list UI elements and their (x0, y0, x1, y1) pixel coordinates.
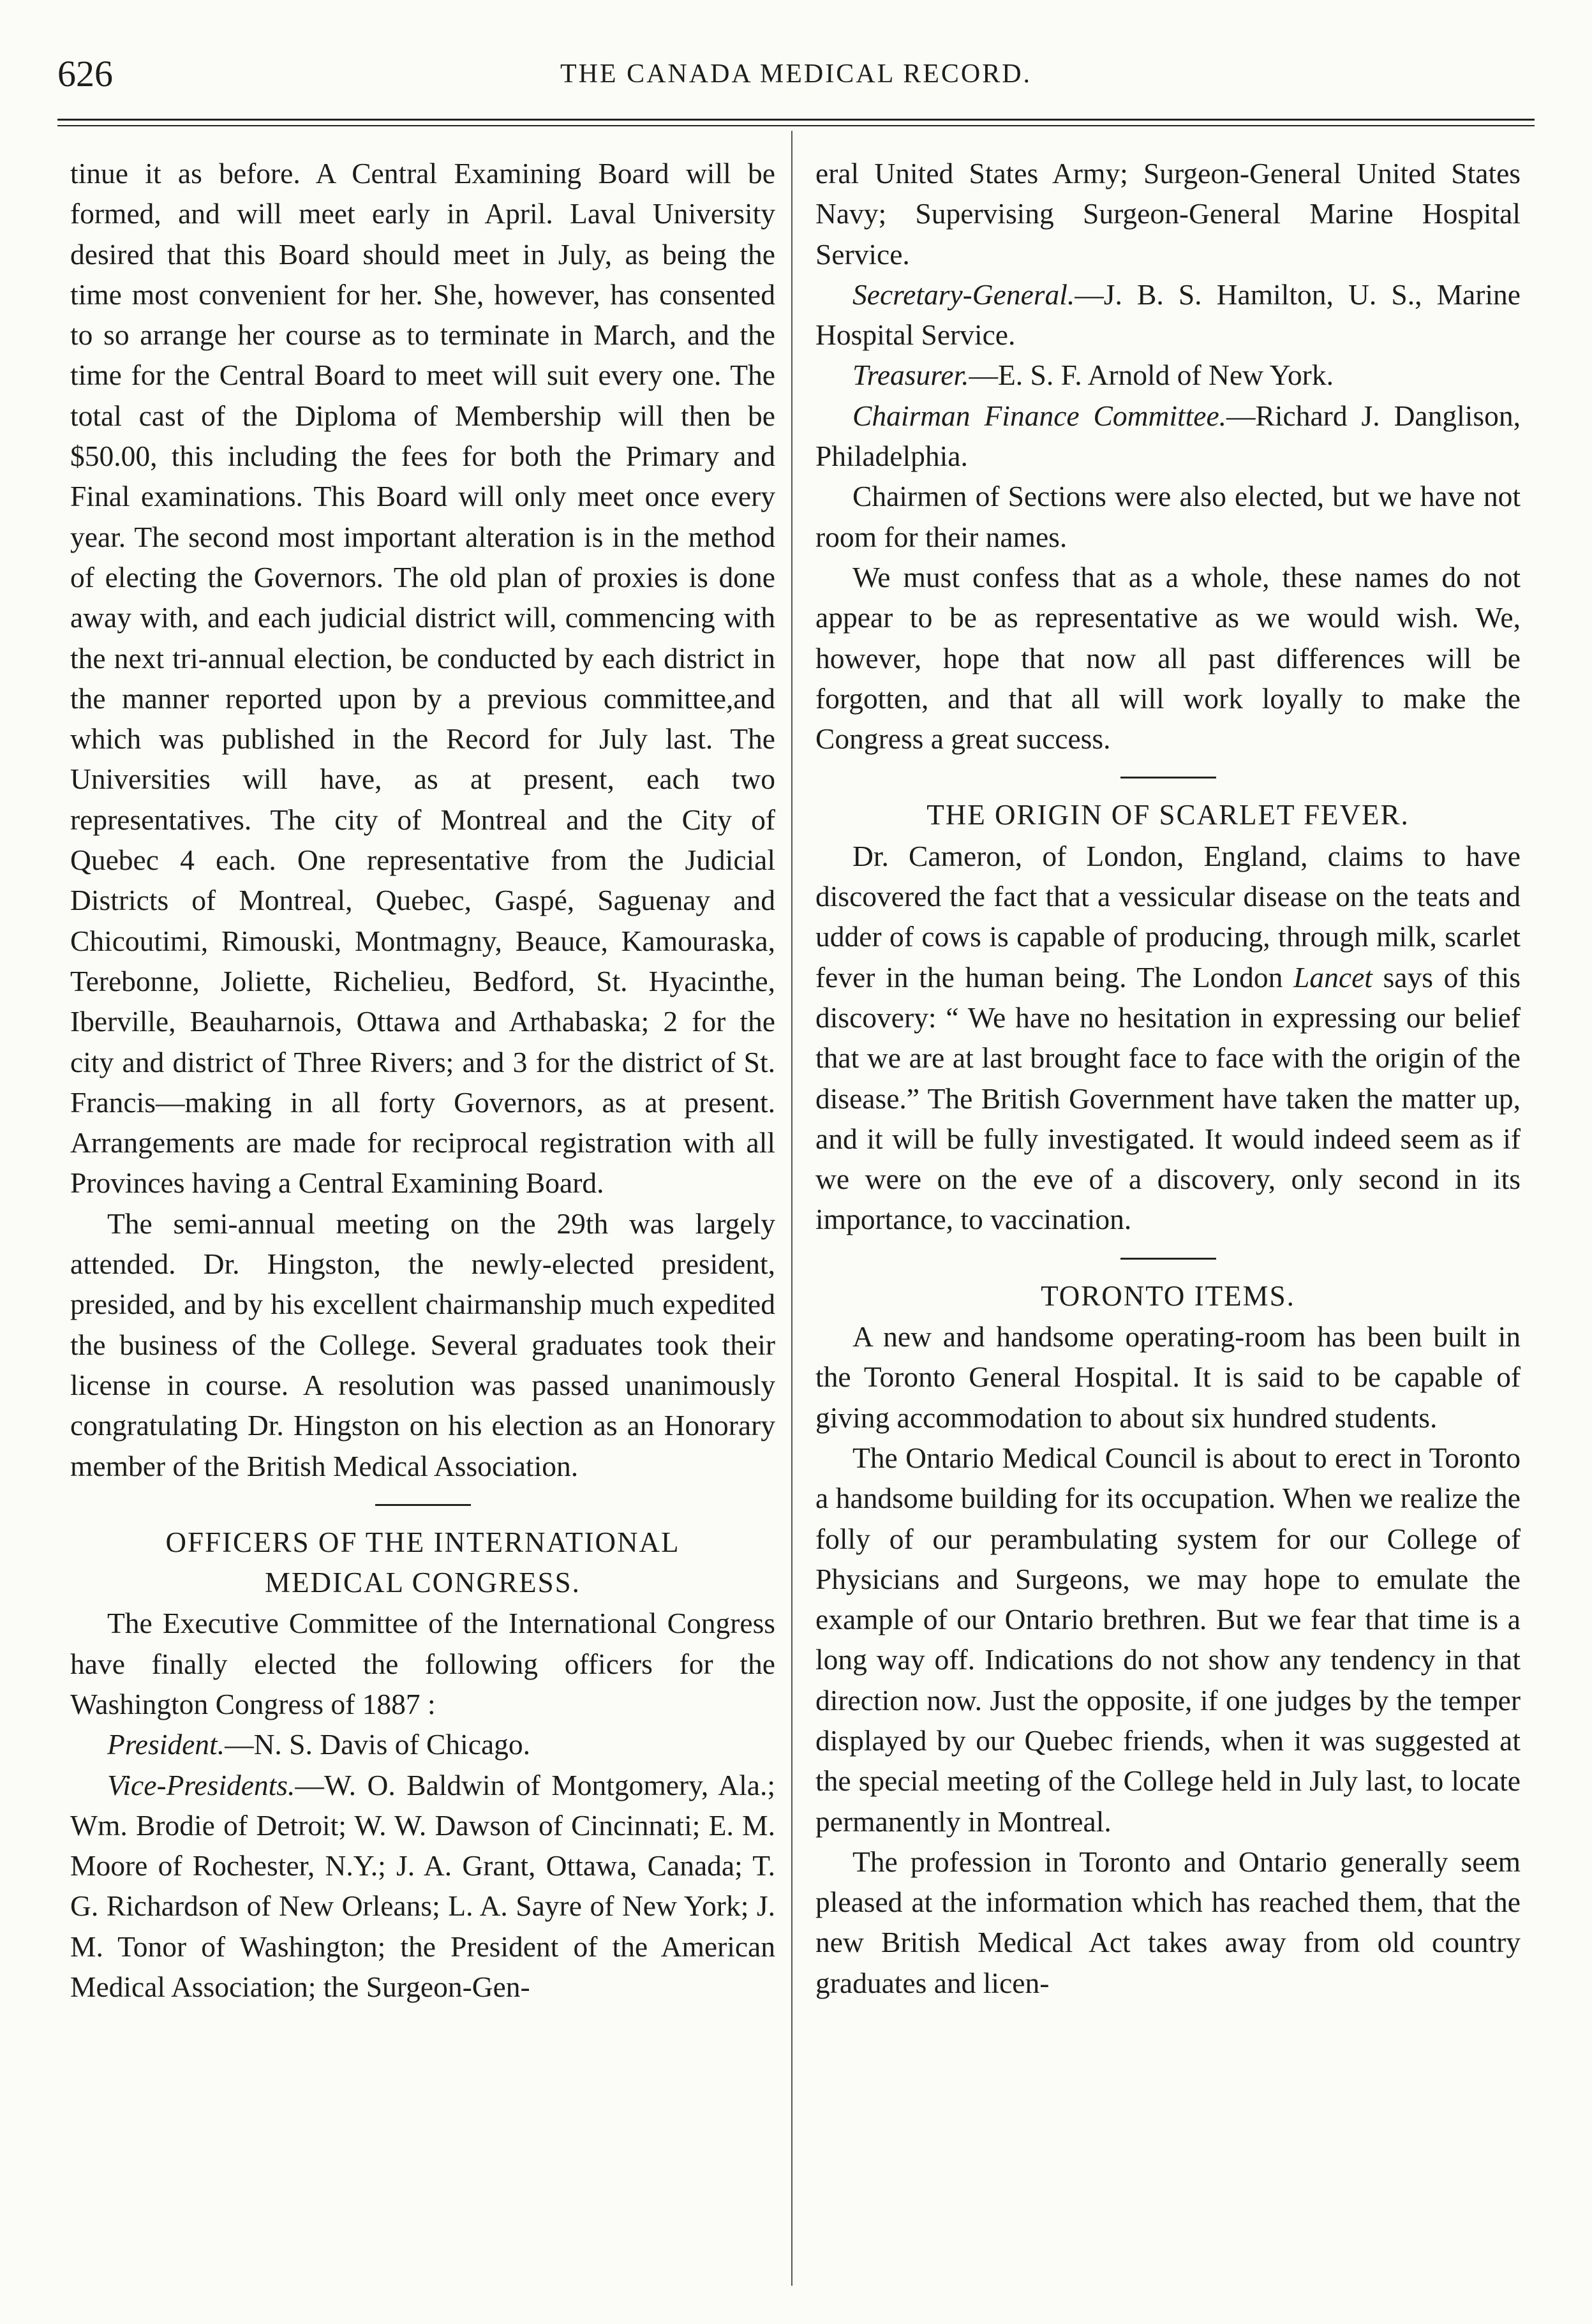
officer-treasurer (815, 355, 1521, 395)
heading-officers-line2: MEDICAL CONGRESS. (265, 1567, 581, 1599)
heading-toronto-items: TORONTO ITEMS. (1041, 1279, 1295, 1312)
chairman-text: —Richard J. Danglison, Philadelphia. (815, 399, 1521, 473)
officer-chairman (815, 396, 1521, 477)
column-divider (791, 131, 792, 2286)
treasurer-text: —E. S. F. Arnold of New York. (969, 359, 1334, 392)
section-separator (1120, 777, 1216, 778)
president-text: —N. S. Davis of Chicago. (225, 1728, 531, 1761)
vice-presidents-continued: eral United States Army; Surgeon-General United States Navy; Supervising Surgeon-General Marine Hospital Service. (815, 157, 1521, 271)
heading-officers (70, 1523, 775, 1604)
paragraph-executive-committee: The Executive Committee of the International Congress have finally elected the following officers for the Washington Congress of 1887 : (70, 1607, 775, 1720)
heading-scarlet-fever: THE ORIGIN OF SCARLET FEVER. (926, 799, 1410, 831)
treasurer-label: Treasurer. (852, 359, 969, 392)
right-column (815, 153, 1521, 2003)
paragraph-semi-annual-meeting: The semi-annual meeting on the 29th was largely attended. Dr. Hingston, the newly-elected president, presided, and by his excellent chairmanship much expedited the business of the College. Several graduates took their license in course. A resolution was passed unanimously congratulating Dr. Hingston on his election as an Honorary member of the British Medical Association. (70, 1207, 775, 1482)
paragraph-ontario-council: The Ontario Medical Council is about to erect in Toronto a handsome building for its occupation. When we realize the folly of our perambulating system for our College of Physicians and Surgeons, we may hope to emulate the example of our Ontario brethren. But we fear that time is a long way off. Indications do not show any tendency in that direction now. Just the opposite, if one judges by the temper displayed by our Quebec friends, when it was suggested at the special meeting of the College held in July last, to locate permanently in Montreal. (815, 1441, 1521, 1838)
president-label: President. (107, 1728, 225, 1761)
left-column (70, 153, 775, 2007)
paragraph-confess: We must confess that as a whole, these names do not appear to be as representative as we would wish. We, however, hope that now all past differences will be forgotten, and that all will work loyally to make the Congress a great success. (815, 560, 1521, 756)
paragraph-college-board: tinue it as before. A Central Examining Board will be formed, and will meet early in April. Laval University desired that this Board should meet in July, as being the time most convenient for her. She, however, has consented to so arrange her course as to terminate in March, and the time for the Central Board to meet will suit every one. The total cast of the Diploma of Membership will then be $50.00, this including the fees for both the Primary and Final examinations. This Board will only meet once every year. The second most important alteration is in the method of electing the Governors. The old plan of proxies is done away with, and each judicial district will, commencing with the next tri-annual election, be conducted by each district in the manner reported upon by a previous committee,and which was published in the Record for July last. The Universities will have, as at present, each two representatives. The city of Montreal and the City of Quebec 4 each. One representative from the Judicial Districts of Montreal, Quebec, Gaspé, Saguenay and Chicoutimi, Rimouski, Montmagny, Beauce, Kamouraska, Terebonne, Joliette, Richelieu, Bedford, St. Hyacinthe, Iberville, Beauharnois, Ottawa and Arthabaska; 2 for the city and district of Three Rivers; and 3 for the district of St. Francis—making in all forty Governors, as at present. Arrangements are made for reciprocal registration with all Provinces having a Central Examining Board. (70, 157, 775, 1200)
chairman-label: Chairman Finance Committee. (852, 399, 1227, 432)
paragraph-british-medical-act: The profession in Toronto and Ontario generally seem pleased at the information which has reached them, that the new British Medical Act takes away from old country graduates and licen- (815, 1845, 1521, 1999)
secretary-text: —J. B. S. Hamilton, U. S., Marine Hospital Service. (815, 278, 1521, 352)
page-number: 626 (57, 53, 113, 94)
scarlet-text-before: Dr. Cameron, of London, England, claims to have discovered the fact that a vessicular disease on the teats and udder of cows is capable of producing, through milk, scarlet fever in the human being. The London (815, 839, 1521, 994)
secretary-label: Secretary-General. (852, 278, 1075, 311)
vice-presidents-label: Vice-Presidents. (107, 1768, 295, 1801)
section-separator (375, 1504, 471, 1506)
officer-president (70, 1724, 775, 1764)
officer-vice-presidents (70, 1765, 775, 2007)
paragraph-chairmen-sections: Chairmen of Sections were also elected, but we have not room for their names. (815, 480, 1521, 553)
header-rule (57, 119, 1535, 121)
scarlet-text-after: says of this discovery: “ We have no hesitation in expressing our belief that we are at last brought face to face with the origin of the disease.” The British Government have taken the matter up, and it will be fully investigated. It would indeed seem as if we were on the eve of a discovery, only second in its importance, to vaccination. (815, 960, 1521, 1236)
lancet-title: Lancet (1293, 960, 1373, 994)
paragraph-operating-room: A new and handsome operating-room has been built in the Toronto General Hospital. It is said to be capable of giving accommodation to about six hundred students. (815, 1320, 1521, 1434)
heading-officers-line1: OFFICERS OF THE INTERNATIONAL (165, 1526, 680, 1558)
section-separator (1120, 1258, 1216, 1260)
paragraph-scarlet-fever (815, 836, 1521, 1240)
header-rule-secondary (57, 125, 1535, 126)
vice-presidents-text: —W. O. Baldwin of Montgomery, Ala.; Wm. Brodie of Detroit; W. W. Dawson of Cincinnati; E. M. Moore of Rochester, N.Y.; J. A. Grant, Ottawa, Canada; T. G. Richardson of New Orleans; L. A. Sayre of New York; J. M. Tonor of Washington; the President of the American Medical Association; the Surgeon-Gen- (70, 1768, 775, 2004)
officer-secretary (815, 274, 1521, 355)
running-title: THE CANADA MEDICAL RECORD. (560, 59, 1032, 89)
